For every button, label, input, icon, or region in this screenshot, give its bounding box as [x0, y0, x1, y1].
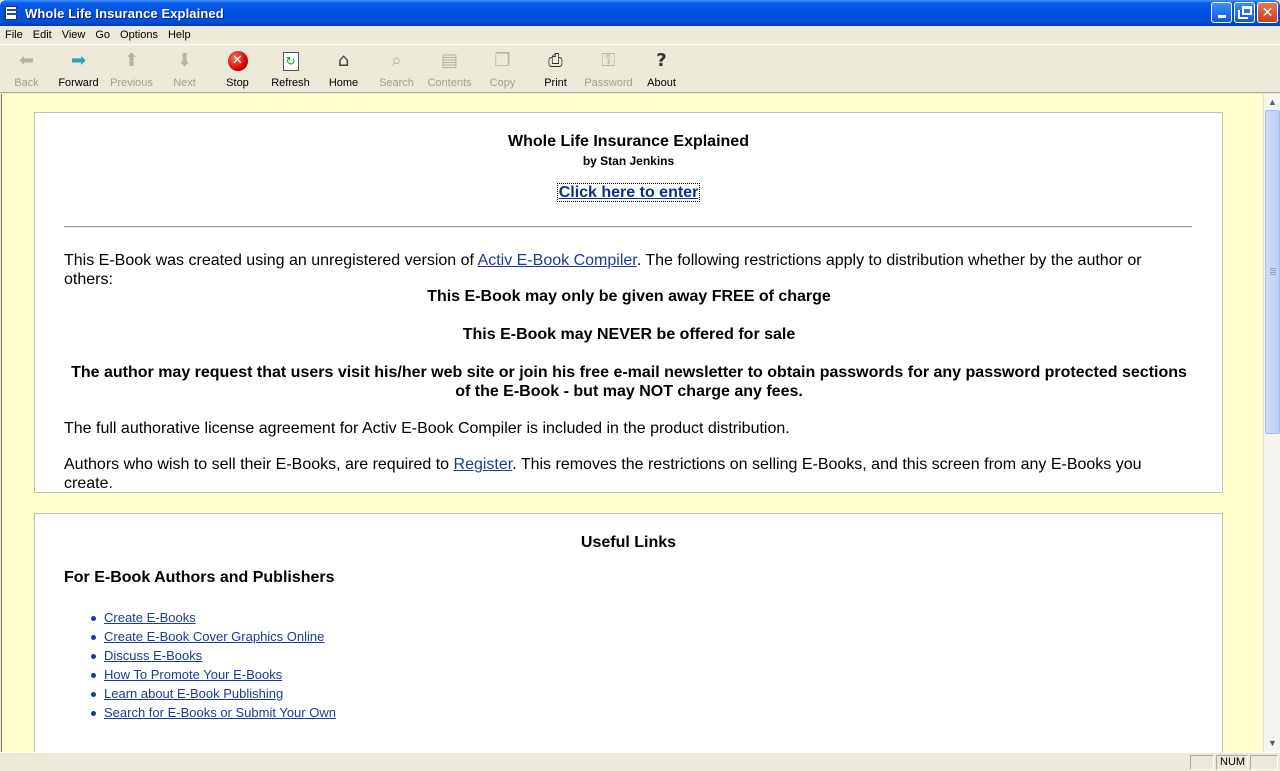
stop-button[interactable]: ✕ Stop [226, 53, 249, 89]
learn-publishing-link[interactable]: Learn about E-Book Publishing [104, 686, 284, 701]
list-item [104, 665, 336, 684]
num-lock-indicator: NUM [1216, 755, 1248, 770]
list-item [104, 703, 336, 722]
scroll-thumb[interactable] [1265, 110, 1280, 434]
contents-icon: ▤ [440, 50, 458, 71]
toolbar [0, 45, 1280, 93]
intro-panel [34, 112, 1223, 493]
intro-paragraph: This E-Book was created using an unregistered version of Activ E-Book Compiler. The following restrictions apply to distribution whether by the author or others: [64, 252, 1142, 288]
ebook-title: Whole Life Insurance Explained [508, 133, 749, 150]
menu-go[interactable]: Go [95, 29, 111, 41]
search-submit-link[interactable]: Search for E-Books or Submit Your Own [104, 705, 336, 720]
license-paragraph: The full authorative license agreement for Activ E-Book Compiler is included in the product distribution. [64, 420, 790, 437]
status-pane [1190, 755, 1214, 770]
menu-file[interactable]: File [5, 29, 23, 41]
menu-help[interactable]: Help [167, 29, 191, 41]
cover-graphics-link[interactable]: Create E-Book Cover Graphics Online [104, 629, 325, 644]
contents-button[interactable]: ▤ Contents [427, 50, 472, 89]
question-icon: ? [656, 50, 667, 71]
list-item [104, 608, 336, 627]
list-item [104, 627, 336, 646]
restore-icon [1242, 6, 1252, 15]
status-pane [1250, 755, 1278, 770]
about-button[interactable]: ? About [647, 50, 676, 89]
rule-passwords: The author may request that users visit his/her web site or join his free e-mail newsletter to obtain passwords for any password protected sections of the E-Book - but may NOT charge any fees. [71, 364, 1187, 400]
password-button[interactable]: ⚿ Password [584, 50, 633, 89]
refresh-button[interactable]: ↻ Refresh [264, 50, 317, 92]
up-arrow-icon: ⬆ [123, 50, 140, 71]
scroll-down-icon[interactable]: ▼ [1268, 737, 1277, 748]
home-button[interactable]: ⌂ Home [328, 50, 359, 89]
forward-button[interactable]: ➡ Forward [58, 50, 99, 89]
useful-links-title: Useful Links [580, 534, 677, 551]
search-button[interactable]: ⌕ Search [379, 50, 414, 89]
copy-icon: ❐ [494, 50, 511, 71]
home-icon: ⌂ [337, 50, 350, 71]
close-icon: ✕ [1261, 4, 1274, 21]
forward-arrow-icon: ➡ [70, 50, 87, 71]
list-item [104, 684, 336, 703]
content-viewport [1, 94, 1263, 752]
minimize-icon [1218, 15, 1226, 18]
back-button[interactable]: ⬅ Back [14, 50, 39, 89]
scroll-up-icon[interactable]: ▲ [1268, 96, 1277, 107]
previous-button[interactable]: ⬆ Previous [110, 50, 153, 89]
window-title: Whole Life Insurance Explained [25, 5, 224, 21]
enter-link[interactable]: Click here to enter [558, 184, 699, 201]
next-button[interactable]: ⬇ Next [173, 50, 196, 89]
minimize-button[interactable] [1211, 2, 1232, 23]
stop-icon: ✕ [228, 51, 248, 71]
register-link[interactable]: Register [453, 456, 513, 473]
menu-options[interactable]: Options [120, 29, 158, 41]
refresh-icon: ↻ [283, 52, 299, 71]
authors-section-title: For E-Book Authors and Publishers [64, 569, 335, 586]
book-icon [4, 5, 20, 21]
divider [64, 226, 1192, 228]
rule-no-sale: This E-Book may NEVER be offered for sale [462, 326, 796, 343]
list-item [104, 646, 336, 665]
useful-links-panel [34, 513, 1223, 752]
useful-links-list [104, 608, 336, 722]
close-button[interactable] [1257, 2, 1278, 23]
maximize-button[interactable] [1234, 2, 1255, 23]
search-icon: ⌕ [391, 50, 402, 71]
discuss-ebooks-link[interactable]: Discuss E-Books [104, 648, 203, 663]
copy-button[interactable]: ❐ Copy [489, 50, 516, 89]
ebook-author: by Stan Jenkins [582, 154, 675, 168]
register-paragraph: Authors who wish to sell their E-Books, are required to Register. This removes the restrictions on selling E-Books, and this screen from any E-Books you create. [64, 456, 1142, 492]
menu-view[interactable]: View [61, 29, 86, 41]
title-bar [0, 0, 1280, 26]
printer-icon: ⎙ [548, 50, 563, 71]
menu-edit[interactable]: Edit [32, 29, 52, 41]
activ-compiler-link[interactable]: Activ E-Book Compiler [477, 252, 637, 269]
status-bar [0, 752, 1280, 771]
promote-ebooks-link[interactable]: How To Promote Your E-Books [104, 667, 283, 682]
vertical-scrollbar[interactable] [1263, 94, 1280, 752]
print-button[interactable]: ⎙ Print [544, 50, 567, 89]
back-arrow-icon: ⬅ [18, 50, 35, 71]
rule-free: This E-Book may only be given away FREE of charge [427, 288, 831, 305]
down-arrow-icon: ⬇ [176, 50, 193, 71]
key-icon: ⚿ [601, 50, 616, 71]
menu-bar [0, 26, 1280, 44]
create-ebooks-link[interactable]: Create E-Books [104, 610, 196, 625]
